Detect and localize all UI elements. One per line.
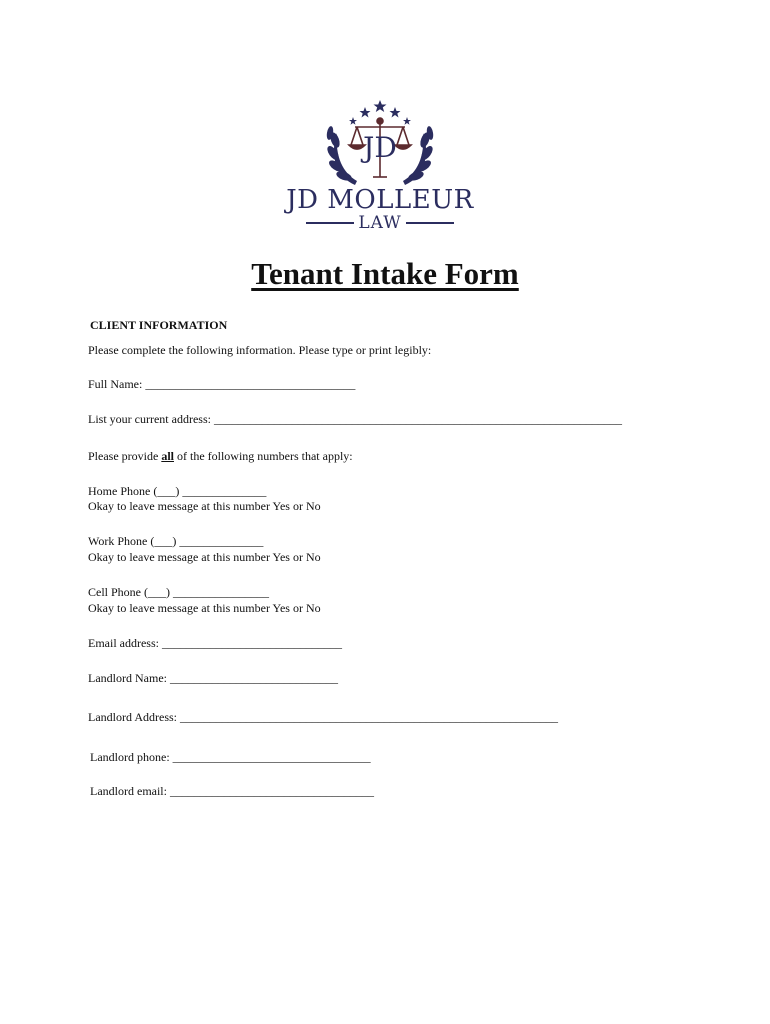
monogram-text: JD bbox=[363, 131, 397, 164]
section-heading: CLIENT INFORMATION bbox=[90, 318, 228, 332]
page-title: Tenant Intake Form bbox=[251, 256, 519, 291]
email-field[interactable]: Email address: ______________________________ bbox=[88, 636, 342, 650]
divider-right bbox=[406, 222, 454, 224]
instructions-text: Please complete the following information. Please type or print legibly: bbox=[88, 343, 432, 357]
firm-wordmark bbox=[285, 185, 475, 233]
work-phone-field[interactable]: Work Phone (___) ______________ bbox=[88, 534, 264, 548]
firm-name: JD MOLLEUR bbox=[286, 185, 474, 215]
cell-phone-field[interactable]: Cell Phone (___) ________________ bbox=[88, 585, 269, 599]
numbers-instruction bbox=[88, 449, 353, 464]
landlord-email-field[interactable]: Landlord email: __________________________________ bbox=[90, 784, 374, 798]
firm-subtitle-row bbox=[285, 213, 475, 233]
firm-subtitle: LAW bbox=[358, 213, 402, 233]
numbers-suffix: of the following numbers that apply: bbox=[173, 449, 353, 463]
cell-message-consent[interactable]: Okay to leave message at this number Yes or No bbox=[88, 601, 321, 615]
home-phone-field[interactable]: Home Phone (___) ______________ bbox=[88, 484, 267, 498]
numbers-emphasis: all bbox=[161, 449, 174, 463]
numbers-prefix: Please provide bbox=[88, 449, 162, 463]
divider-left bbox=[306, 222, 354, 224]
current-address-field[interactable]: List your current address: ____________________________________________________________________ bbox=[88, 412, 622, 426]
full-name-field[interactable]: Full Name: ___________________________________ bbox=[88, 377, 356, 391]
landlord-name-field[interactable]: Landlord Name: ____________________________ bbox=[88, 671, 338, 685]
landlord-phone-field[interactable]: Landlord phone: _________________________________ bbox=[90, 750, 371, 764]
landlord-address-field[interactable]: Landlord Address: _______________________________________________________________ bbox=[88, 710, 558, 724]
home-message-consent[interactable]: Okay to leave message at this number Yes or No bbox=[88, 499, 321, 513]
work-message-consent[interactable]: Okay to leave message at this number Yes or No bbox=[88, 550, 321, 564]
